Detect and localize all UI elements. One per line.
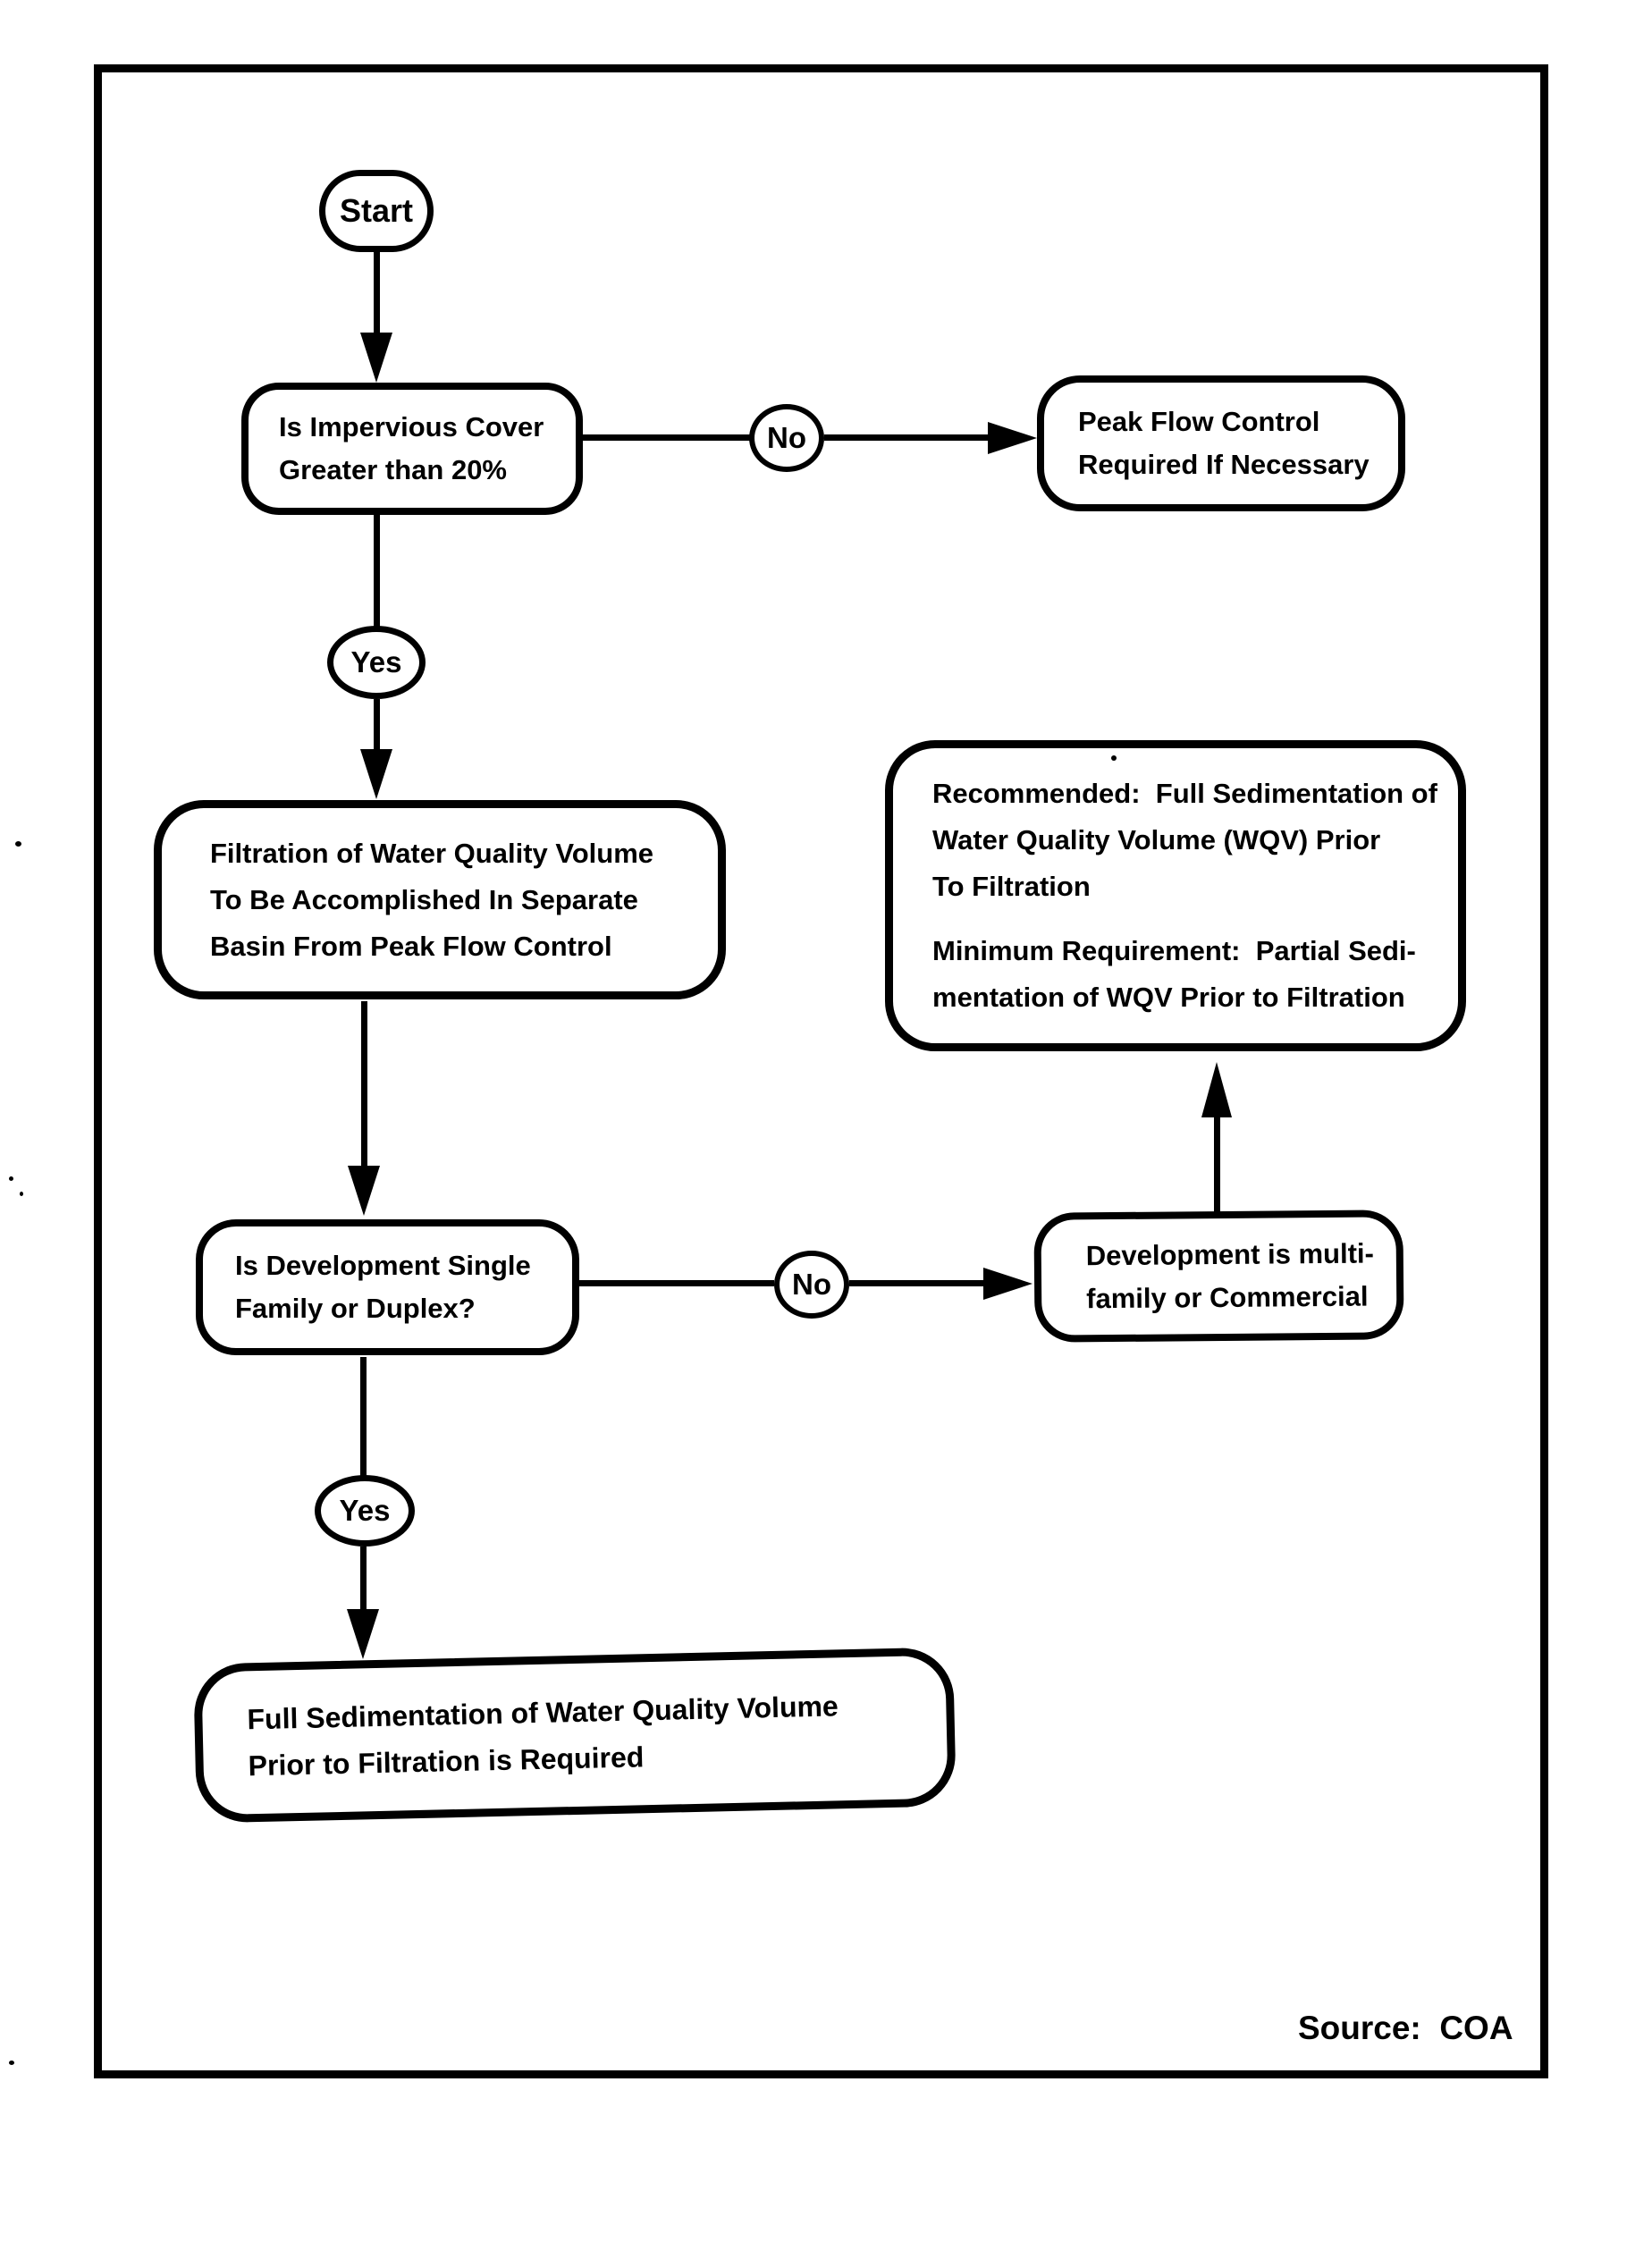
flowchart-edge-label-no-2	[774, 1251, 849, 1319]
edge-label: Yes	[350, 645, 402, 678]
paragraph-gap	[932, 910, 1458, 928]
node-text-line: To Be Accomplished In Separate	[210, 883, 638, 915]
connector-development-to-no	[579, 1280, 774, 1286]
flowchart-node-development-question	[196, 1219, 579, 1355]
scan-artifact-dot	[15, 841, 21, 847]
node-text-line: Required If Necessary	[1078, 449, 1370, 480]
node-text-line: Peak Flow Control	[1078, 406, 1320, 437]
flowchart-node-peak-flow	[1037, 375, 1405, 511]
node-text-line: Basin From Peak Flow Control	[210, 930, 612, 962]
node-text-line: family or Commercial	[1086, 1280, 1369, 1314]
scan-artifact-dot	[20, 1192, 23, 1196]
flowchart-node-recommendation	[885, 740, 1466, 1051]
node-text-line: Greater than 20%	[279, 454, 507, 485]
node-text-line: Recommended: Full Sedimentation of	[932, 778, 1437, 809]
arrowhead-down-icon	[360, 749, 392, 799]
source-credit: Source: COA	[1298, 2010, 1513, 2046]
scan-artifact-dot	[1111, 755, 1117, 761]
edge-label: No	[767, 421, 806, 454]
connector-impervious-to-no	[583, 434, 751, 441]
node-text-line: Development is multi-	[1085, 1236, 1375, 1271]
node-text-line: Filtration of Water Quality Volume	[210, 837, 654, 869]
scan-artifact-dot	[9, 2061, 14, 2065]
start-label: Start	[339, 192, 414, 229]
flowchart-node-filtration	[154, 800, 726, 999]
arrowhead-right-icon	[983, 1268, 1032, 1300]
arrowhead-down-icon	[348, 1166, 380, 1216]
flowchart-node-multifamily	[1033, 1210, 1403, 1343]
arrowhead-down-icon	[360, 333, 392, 383]
node-text-line: mentation of WQV Prior to Filtration	[932, 982, 1405, 1013]
node-text-line: Prior to Filtration is Required	[248, 1740, 645, 1783]
edge-label: Yes	[339, 1494, 391, 1527]
node-text-line: Is Impervious Cover	[279, 411, 544, 442]
scan-artifact-dot	[9, 1176, 13, 1181]
arrowhead-right-icon	[988, 422, 1037, 454]
node-text-line: Is Development Single	[235, 1250, 531, 1281]
flowchart-edge-label-yes-1	[327, 626, 426, 699]
arrowhead-down-icon	[347, 1609, 379, 1659]
connector-no-to-multifamily	[849, 1280, 985, 1286]
connector-impervious-to-yes	[374, 515, 380, 629]
connector-yes-to-filtration	[374, 699, 380, 751]
connector-development-to-yes	[360, 1357, 367, 1479]
flowchart-start-node	[319, 170, 434, 252]
node-text-line: Family or Duplex?	[235, 1293, 476, 1324]
node-text-line: Water Quality Volume (WQV) Prior	[932, 824, 1381, 856]
arrowhead-up-icon	[1201, 1062, 1232, 1117]
flowchart-edge-label-no-1	[749, 404, 824, 472]
connector-multifamily-to-recommendation	[1214, 1117, 1220, 1213]
edge-label: No	[792, 1268, 831, 1301]
flowchart-node-impervious-question	[241, 383, 583, 515]
connector-start-to-impervious	[374, 250, 380, 336]
node-text-line: Minimum Requirement: Partial Sedi-	[932, 935, 1416, 966]
connector-no-to-peakflow	[824, 434, 990, 441]
connector-yes-to-sedimentation	[360, 1547, 367, 1611]
flowchart-node-full-sedimentation	[193, 1647, 957, 1823]
node-text-line: To Filtration	[932, 871, 1091, 902]
flowchart-edge-label-yes-2	[315, 1475, 415, 1547]
node-text-line: Full Sedimentation of Water Quality Volume	[247, 1690, 839, 1736]
connector-filtration-to-development	[361, 1001, 367, 1167]
